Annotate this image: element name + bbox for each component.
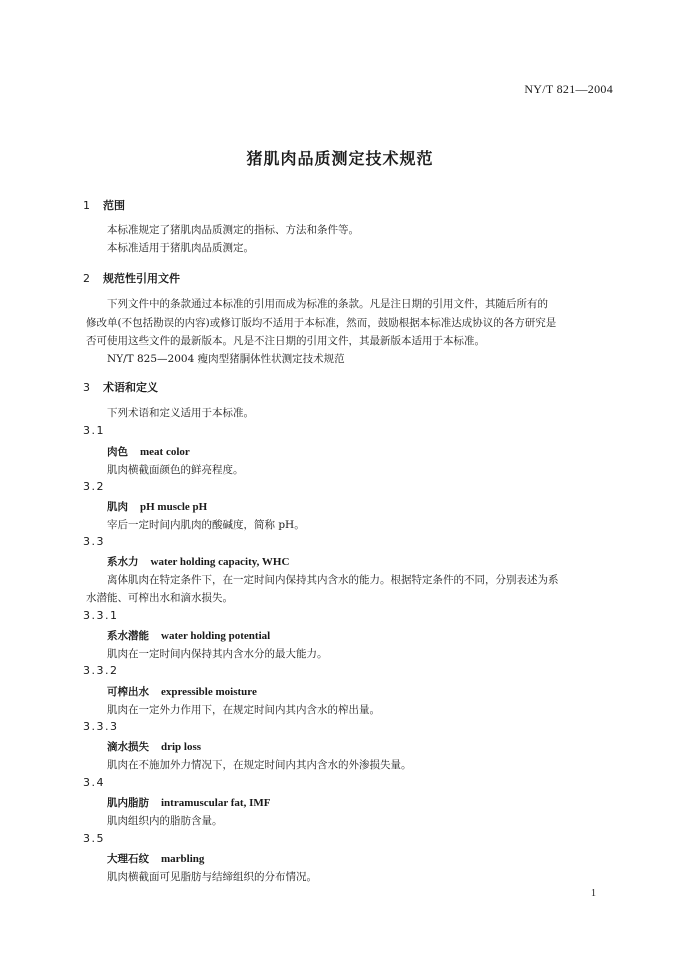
- paragraph-line: 下列文件中的条款通过本标准的引用而成为标准的条款。凡是注日期的引用文件，其随后所有的: [107, 298, 548, 310]
- term-definition-line: 水潜能、可榨出水和滴水损失。: [86, 592, 233, 604]
- term-chinese: 滴水损失: [107, 741, 149, 753]
- term-chinese: 可榨出水: [107, 686, 149, 698]
- term-definition: 宰后一定时间内肌肉的酸碱度，简称 pH。: [107, 519, 305, 531]
- normative-reference: NY/T 825—2004 瘦肉型猪胴体性状测定技术规范: [107, 353, 345, 365]
- standard-number: NY/T 821—2004: [524, 82, 613, 96]
- term-chinese: 系水潜能: [107, 630, 149, 642]
- section-title: 范围: [103, 199, 125, 212]
- term-definition: 肌肉横截面颜色的鲜亮程度。: [107, 464, 244, 476]
- section-title: 术语和定义: [103, 381, 158, 394]
- term-entry: [107, 684, 257, 699]
- section-3-heading: [83, 379, 158, 395]
- term-chinese: 肉色: [107, 446, 128, 458]
- clause-number: 3.3.1: [83, 609, 119, 622]
- term-english: drip loss: [161, 741, 202, 753]
- term-english: marbling: [161, 853, 205, 865]
- term-entry: [107, 628, 270, 643]
- section-title: 规范性引用文件: [103, 272, 180, 285]
- term-english: water holding potential: [161, 630, 271, 642]
- term-definition-line: 离体肌肉在特定条件下，在一定时间内保持其内含水的能力。根据特定条件的不同，分别表述为系: [107, 574, 559, 586]
- term-definition: 肌肉在不施加外力情况下，在规定时间内其内含水的外渗损失量。: [107, 759, 412, 771]
- page-number: 1: [591, 888, 596, 899]
- clause-number: 3.1: [83, 424, 105, 437]
- term-english: water holding capacity, WHC: [150, 556, 290, 568]
- term-english: intramuscular fat, IMF: [161, 797, 271, 809]
- term-chinese: 肌肉: [107, 501, 128, 513]
- clause-number: 3.4: [83, 776, 105, 789]
- term-definition: 肌肉横截面可见脂肪与结缔组织的分布情况。: [107, 871, 317, 883]
- paragraph: 本标准适用于猪肌肉品质测定。: [107, 242, 254, 254]
- clause-number: 3.3.3: [83, 720, 119, 733]
- term-english: expressible moisture: [161, 686, 257, 698]
- clause-number: 3.2: [83, 480, 105, 493]
- section-number: 1: [83, 199, 90, 212]
- term-english: pH muscle pH: [140, 501, 208, 513]
- term-entry: [107, 739, 201, 754]
- paragraph-line: 修改单(不包括勘误的内容)或修订版均不适用于本标准，然而，鼓励根据本标准达成协议的各方研究是: [86, 317, 557, 329]
- term-entry: [107, 499, 207, 514]
- paragraph: 下列术语和定义适用于本标准。: [107, 407, 254, 419]
- section-2-heading: [83, 270, 180, 286]
- term-definition: 肌肉在一定外力作用下，在规定时间内其内含水的榨出量。: [107, 704, 380, 716]
- paragraph: 本标准规定了猪肌肉品质测定的指标、方法和条件等。: [107, 224, 359, 236]
- term-chinese: 系水力: [107, 556, 139, 568]
- term-definition: 肌肉在一定时间内保持其内含水分的最大能力。: [107, 648, 328, 660]
- term-english: meat color: [140, 446, 190, 458]
- clause-number: 3.5: [83, 832, 105, 845]
- clause-number: 3.3.2: [83, 664, 119, 677]
- clause-number: 3.3: [83, 535, 105, 548]
- term-definition: 肌肉组织内的脂肪含量。: [107, 815, 223, 827]
- document-title: 猪肌肉品质测定技术规范: [246, 149, 434, 168]
- term-chinese: 大理石纹: [107, 853, 149, 865]
- section-1-heading: [83, 197, 125, 213]
- term-entry: [107, 554, 289, 569]
- term-entry: [107, 851, 204, 866]
- term-entry: [107, 795, 270, 810]
- term-entry: [107, 444, 190, 459]
- term-chinese: 肌内脂肪: [107, 797, 149, 809]
- paragraph-line: 否可使用这些文件的最新版本。凡是不注日期的引用文件，其最新版本适用于本标准。: [86, 335, 485, 347]
- section-number: 2: [83, 272, 90, 285]
- section-number: 3: [83, 381, 90, 394]
